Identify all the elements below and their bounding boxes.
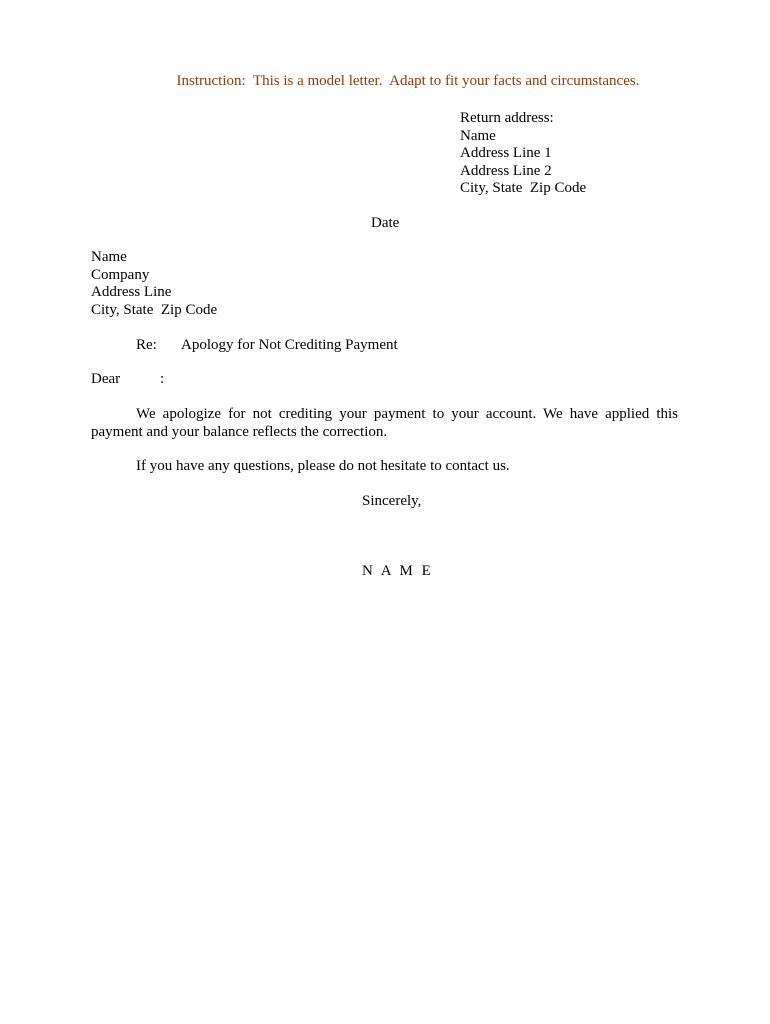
closing: Sincerely, bbox=[362, 493, 422, 509]
return-address-line2: Address Line 2 bbox=[460, 162, 552, 179]
recipient-company: Company bbox=[91, 266, 150, 283]
salutation-word: Dear bbox=[91, 371, 121, 387]
signature-name: N A M E bbox=[362, 563, 434, 579]
letter-date: Date bbox=[371, 215, 400, 231]
re-subject: Apology for Not Crediting Payment bbox=[181, 337, 398, 353]
return-address-line1: Address Line 1 bbox=[460, 145, 552, 161]
return-address-block bbox=[460, 110, 586, 198]
body-paragraph-2: If you have any questions, please do not hesitate to contact us. bbox=[136, 458, 510, 474]
re-label: Re: bbox=[136, 337, 157, 353]
return-address-city-state-zip: City, State Zip Code bbox=[460, 180, 587, 196]
recipient-name: Name bbox=[91, 249, 127, 265]
recipient-address-line: Address Line bbox=[91, 284, 172, 300]
instruction-note: Instruction: This is a model letter. Adapt to fit your facts and circumstances. bbox=[176, 73, 640, 89]
recipient-city-state-zip: City, State Zip Code bbox=[91, 301, 218, 318]
body-paragraph-1: We apologize for not crediting your payment to your account. We have applied this payment and your balance reflects the correction. bbox=[91, 406, 678, 440]
return-address-heading: Return address: bbox=[460, 110, 554, 126]
return-address-name: Name bbox=[460, 127, 496, 144]
salutation-colon: : bbox=[160, 371, 165, 387]
recipient-address-block bbox=[91, 249, 217, 319]
